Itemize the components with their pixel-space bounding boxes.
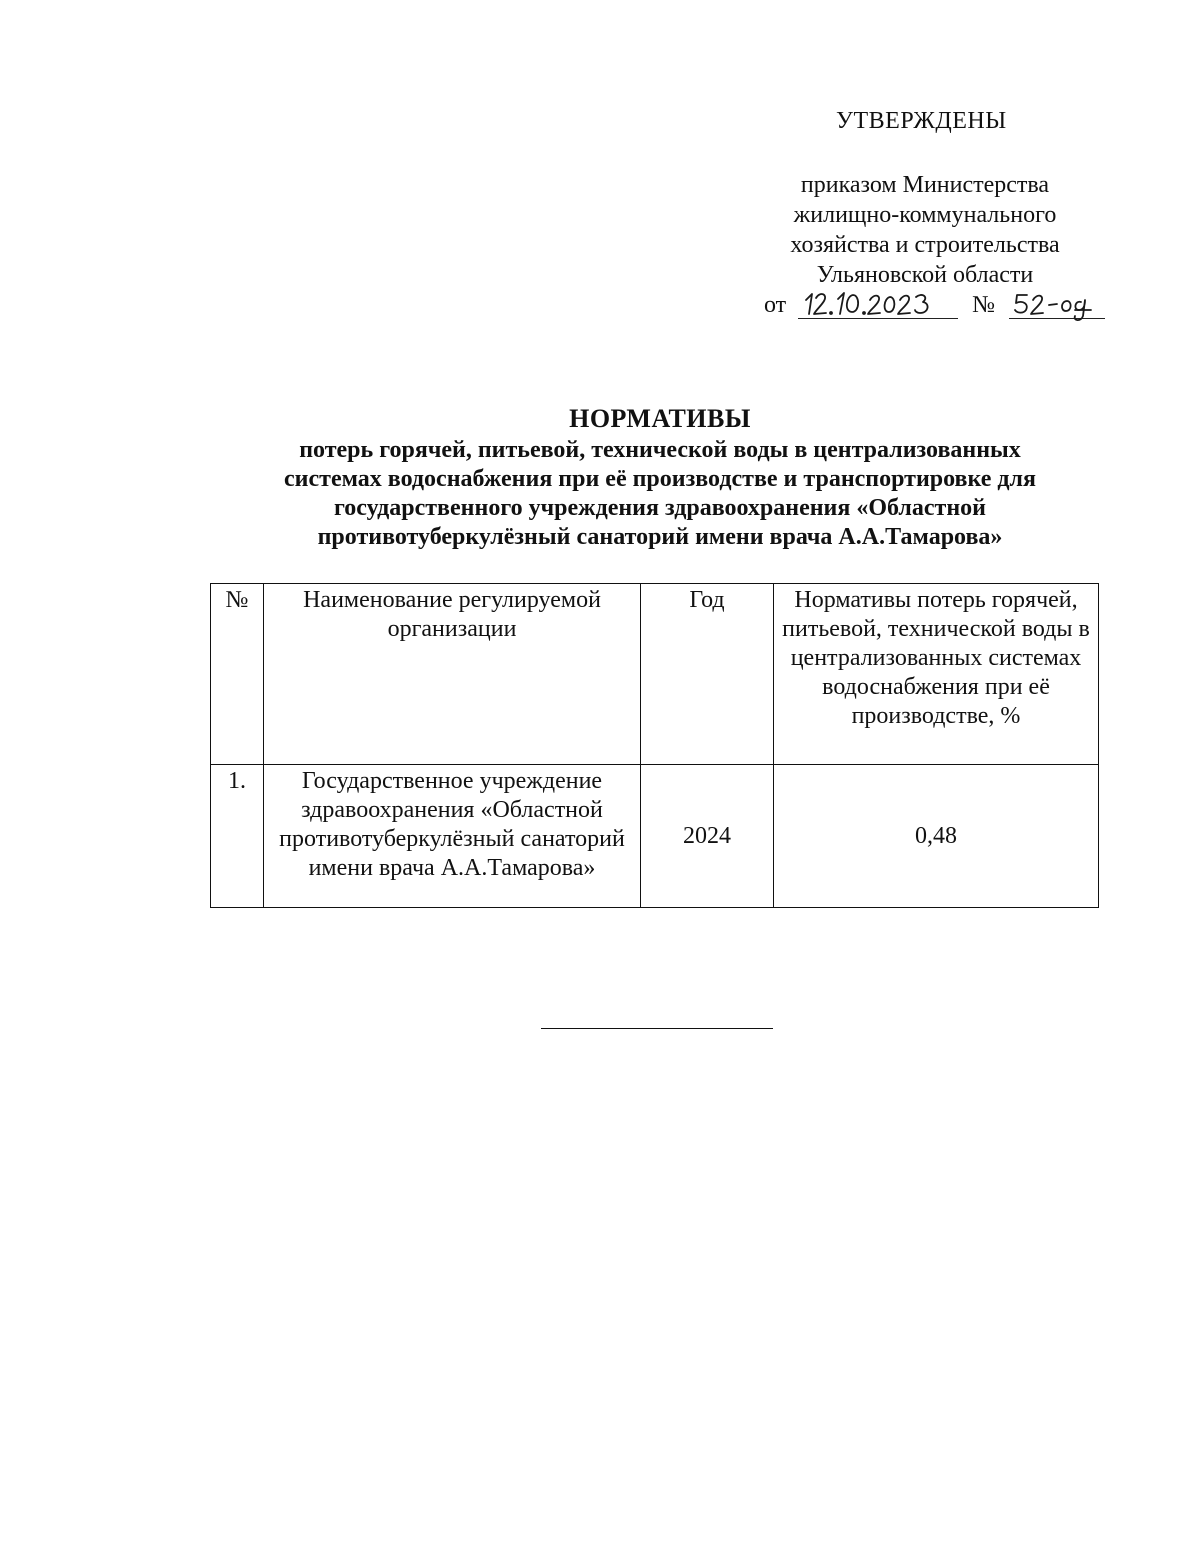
title-sub-line: системах водоснабжения при её производстве и транспортировке для <box>284 466 1036 492</box>
handwritten-number <box>1009 288 1105 319</box>
title-sub-line: противотуберкулёзный санаторий имени врача А.А.Тамарова» <box>317 524 1003 550</box>
order-line: жилищно-коммунального <box>793 202 1057 228</box>
order-date-number-line <box>764 288 1105 319</box>
handwritten-number-glyphs <box>1009 288 1105 318</box>
handwritten-date <box>798 288 958 319</box>
date-prefix: от <box>764 292 787 318</box>
header-num: № <box>211 584 264 765</box>
document-title <box>200 402 1120 552</box>
cell-num: 1. <box>211 765 264 908</box>
norms-table <box>210 583 1099 908</box>
order-line: хозяйства и строительства <box>790 232 1060 258</box>
header-norm: Нормативы потерь горячей, питьевой, технической воды в централизованных системах водоснабжения при её производстве, % <box>774 584 1099 765</box>
approval-order-text <box>750 170 1100 290</box>
title-sub-line: потерь горячей, питьевой, технической воды в централизованных <box>299 437 1021 463</box>
cell-year: 2024 <box>641 765 774 908</box>
cell-name: Государственное учреждение здравоохранения «Областной противотуберкулёзный санаторий имени врача А.А.Тамарова» <box>264 765 641 908</box>
approved-label: УТВЕРЖДЕНЫ <box>836 108 1007 134</box>
header-name: Наименование регулируемой организации <box>264 584 641 765</box>
closing-rule <box>541 1028 773 1029</box>
order-line: Ульяновской области <box>816 262 1034 288</box>
order-line: приказом Министерства <box>800 172 1050 198</box>
number-sign: № <box>972 292 996 318</box>
title-main: НОРМАТИВЫ <box>569 404 751 433</box>
header-year: Год <box>641 584 774 765</box>
title-sub-line: государственного учреждения здравоохранения «Областной <box>334 495 986 521</box>
table-header-row <box>211 584 1099 765</box>
cell-norm: 0,48 <box>774 765 1099 908</box>
table-row <box>211 765 1099 908</box>
handwritten-date-glyphs <box>798 288 958 318</box>
